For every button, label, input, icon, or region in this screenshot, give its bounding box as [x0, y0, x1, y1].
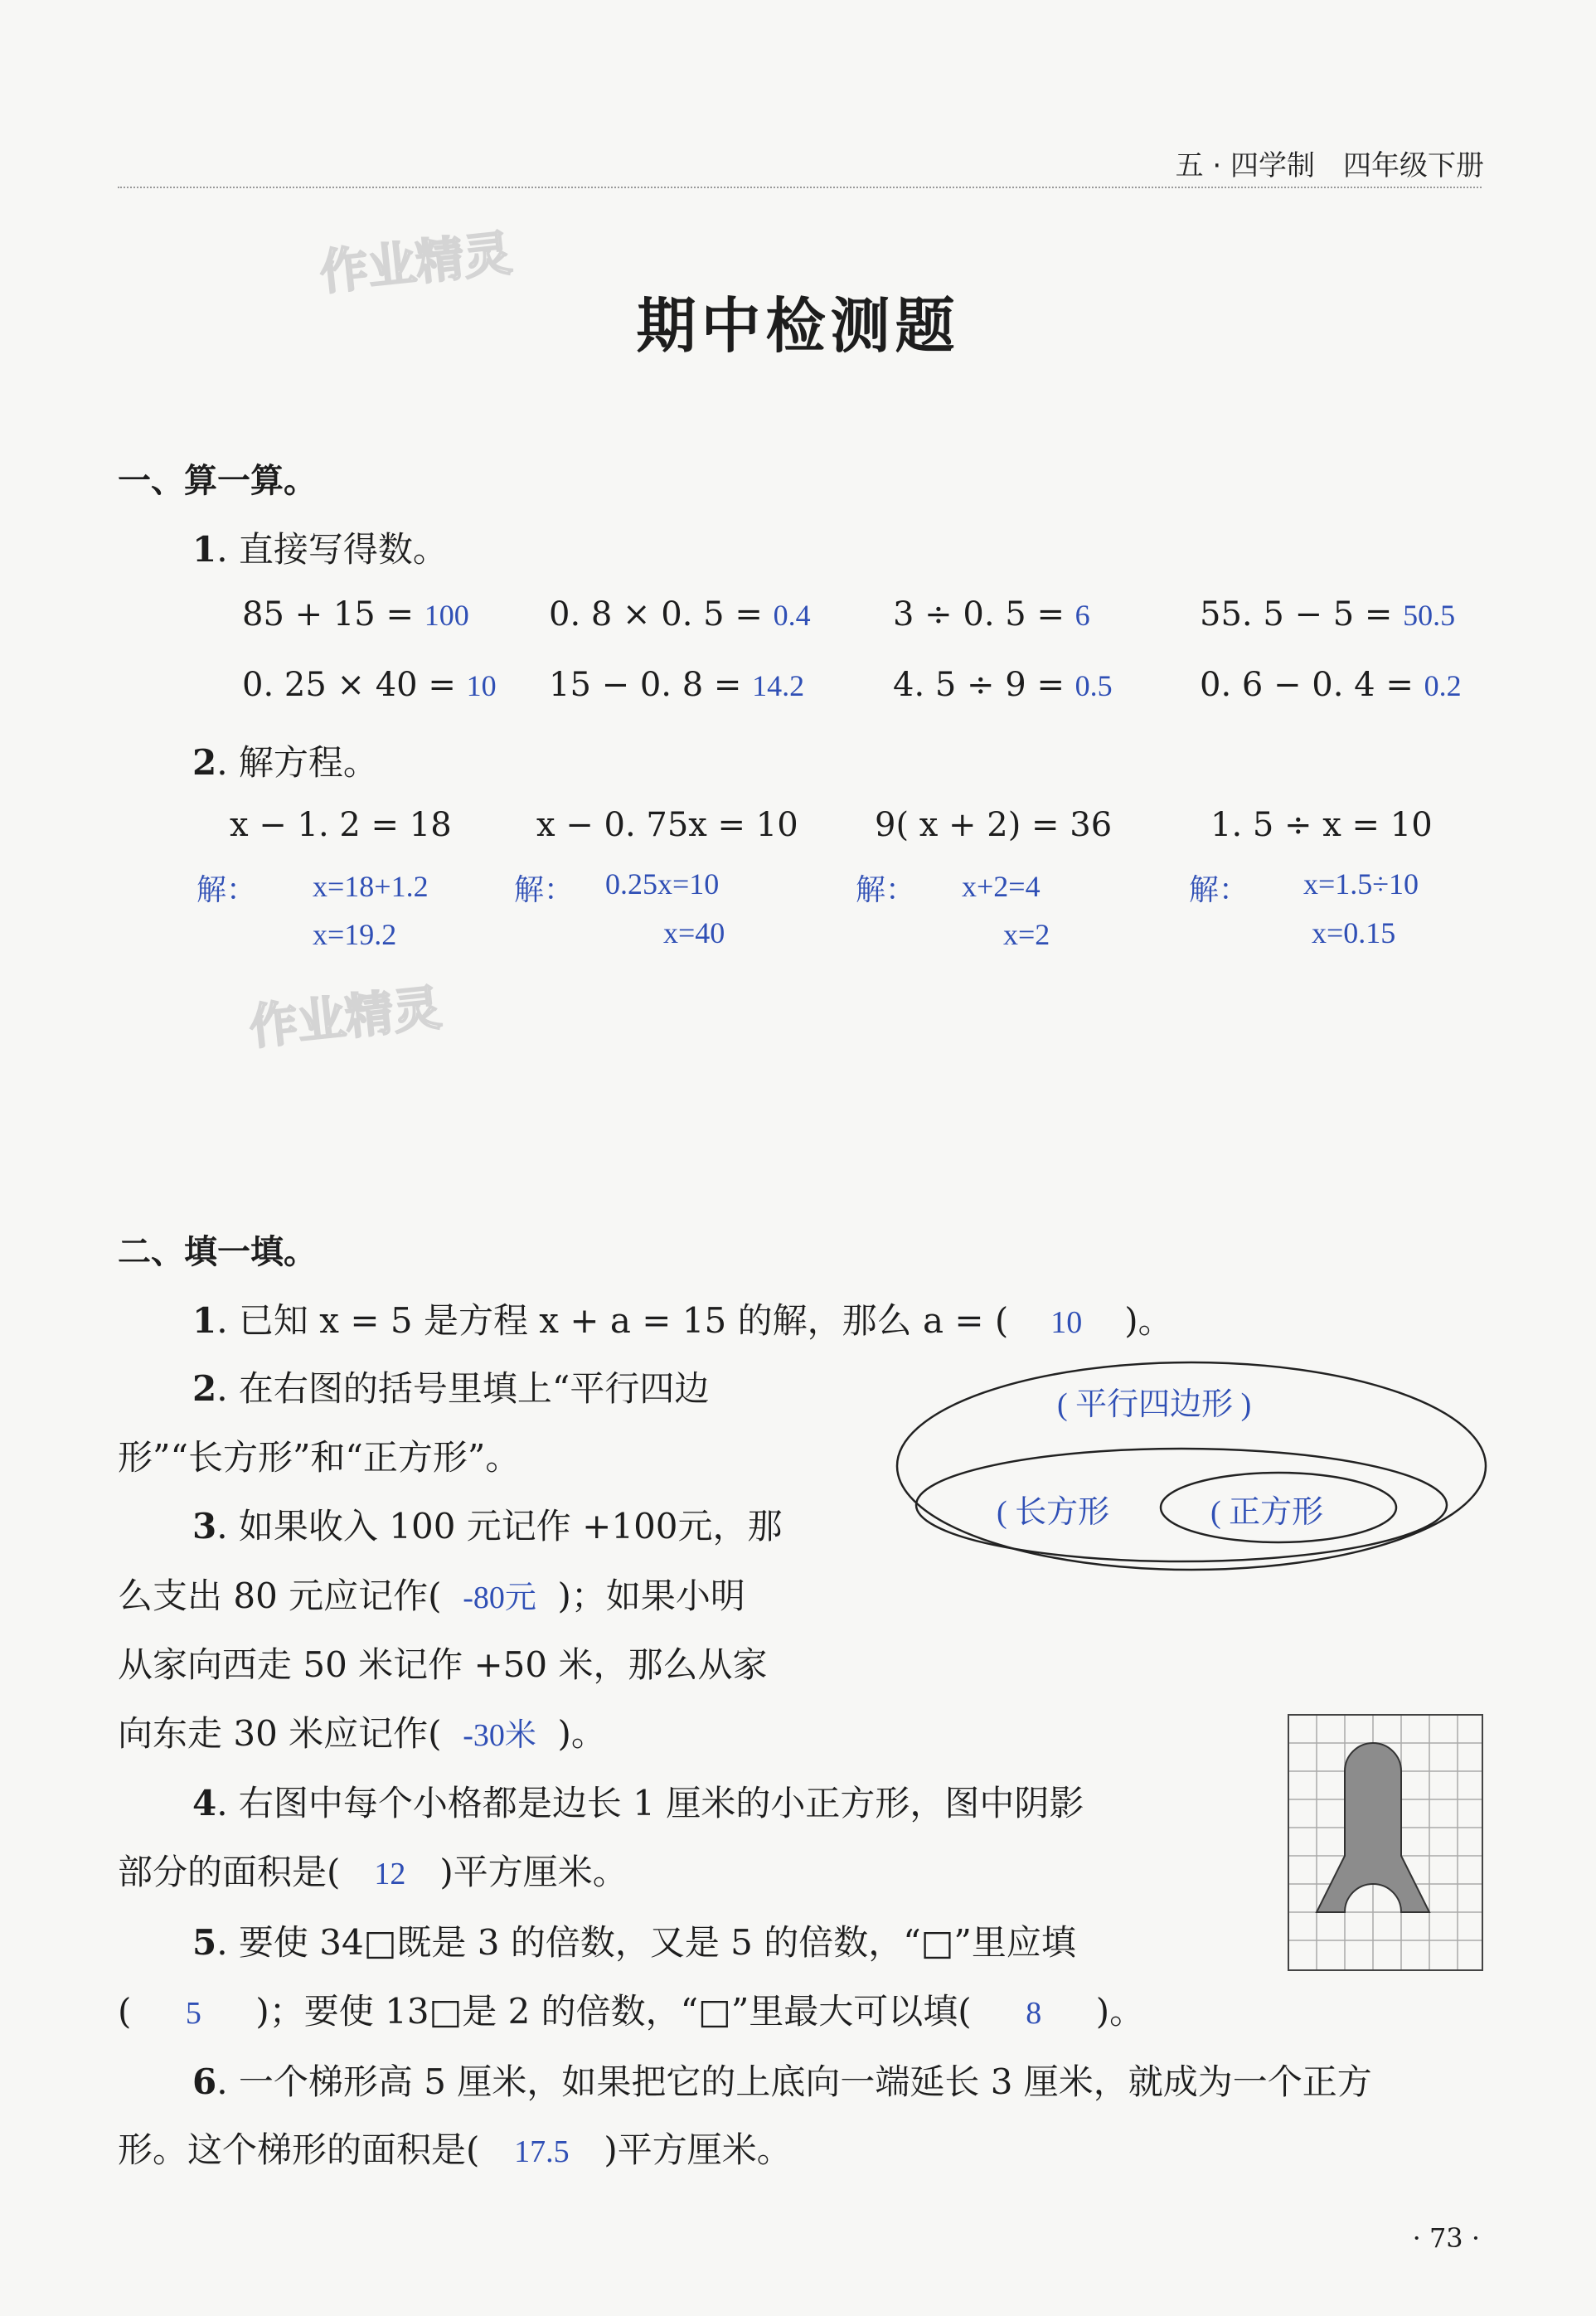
equation: 1. 5 ÷ x = 10: [1210, 806, 1433, 844]
question-2-3-cont: 从家向西走 50 米记作 +50 米，那么从家: [118, 1644, 768, 1685]
section-heading: 一、算一算。: [118, 462, 317, 500]
calc-item: 4. 5 ÷ 9 = 0.5: [893, 666, 1113, 704]
question-2-2: 2. 在右图的括号里填上“平行四边: [192, 1368, 710, 1409]
page-number: · 73 ·: [1412, 2222, 1480, 2254]
solution-step: x=1.5÷10: [1303, 867, 1419, 901]
question-1-2: 2. 解方程。: [192, 742, 378, 783]
header-divider: [118, 187, 1482, 188]
watermark: 作业精灵: [246, 979, 444, 1056]
venn-label-square: ( 正方形: [1210, 1495, 1324, 1530]
question-2-3-cont: 向东走 30 米应记作( -30米 )。: [118, 1713, 606, 1754]
solution-label: 解：: [514, 873, 575, 906]
question-2-3-cont: 么支出 80 元应记作( -80元 )；如果小明: [118, 1576, 745, 1616]
question-2-5: 5. 要使 34□既是 3 的倍数，又是 5 的倍数，“□”里应填: [192, 1922, 1076, 1963]
solution-step: x=2: [1003, 918, 1050, 951]
venn-label-parallelogram: ( 平行四边形 ): [1057, 1387, 1252, 1422]
venn-label-rectangle: ( 长方形: [997, 1495, 1110, 1530]
question-2-6: 6. 一个梯形高 5 厘米，如果把它的上底向一端延长 3 厘米，就成为一个正方: [192, 2061, 1372, 2102]
solution-label: 解：: [856, 873, 916, 906]
calc-item: 85 + 15 = 100: [242, 595, 469, 634]
equation: x − 1. 2 = 18: [230, 806, 452, 844]
solution-label: 解：: [196, 873, 257, 906]
question-2-5-cont: ( 5 )；要使 13□是 2 的倍数，“□”里最大可以填( 8 )。: [118, 1991, 1145, 2032]
section-heading: 二、填一填。: [118, 1233, 317, 1271]
solution-step: x=18+1.2: [313, 870, 429, 903]
question-2-3: 3. 如果收入 100 元记作 +100元，那: [192, 1506, 783, 1546]
equation: 9( x + 2) = 36: [875, 806, 1113, 844]
question-1-1: 1. 直接写得数。: [192, 529, 448, 570]
calc-item: 0. 6 − 0. 4 = 0.2: [1200, 666, 1462, 704]
question-2-4-cont: 部分的面积是( 12 )平方厘米。: [118, 1852, 628, 1892]
calc-item: 55. 5 − 5 = 50.5: [1200, 595, 1456, 634]
question-2-2-cont: 形”“长方形”和“正方形”。: [118, 1437, 521, 1478]
equation: x − 0. 75x = 10: [536, 806, 798, 844]
page-header: 五 · 四学制 四年级下册: [1175, 149, 1484, 182]
middle-ellipse: [916, 1449, 1447, 1561]
solution-step: x=40: [663, 916, 725, 949]
page-title: 期中检测题: [636, 291, 960, 361]
solution-step: 0.25x=10: [605, 867, 720, 901]
solution-step: x=19.2: [313, 918, 397, 951]
question-2-1: 1. 已知 x = 5 是方程 x + a = 15 的解，那么 a = ( 10 )。: [192, 1300, 1173, 1341]
solution-label: 解：: [1189, 873, 1249, 906]
solution-step: x+2=4: [962, 870, 1041, 903]
calc-item: 0. 8 × 0. 5 = 0.4: [549, 595, 811, 634]
calc-item: 15 − 0. 8 = 14.2: [549, 666, 805, 704]
grid-figure: [1283, 1710, 1487, 1975]
calc-item: 3 ÷ 0. 5 = 6: [893, 595, 1090, 634]
solution-step: x=0.15: [1312, 916, 1396, 949]
watermark: 作业精灵: [317, 225, 515, 301]
calc-item: 0. 25 × 40 = 10: [242, 666, 497, 704]
question-2-6-cont: 形。这个梯形的面积是( 17.5 )平方厘米。: [118, 2129, 792, 2170]
question-2-4: 4. 右图中每个小格都是边长 1 厘米的小正方形，图中阴影: [192, 1783, 1084, 1823]
